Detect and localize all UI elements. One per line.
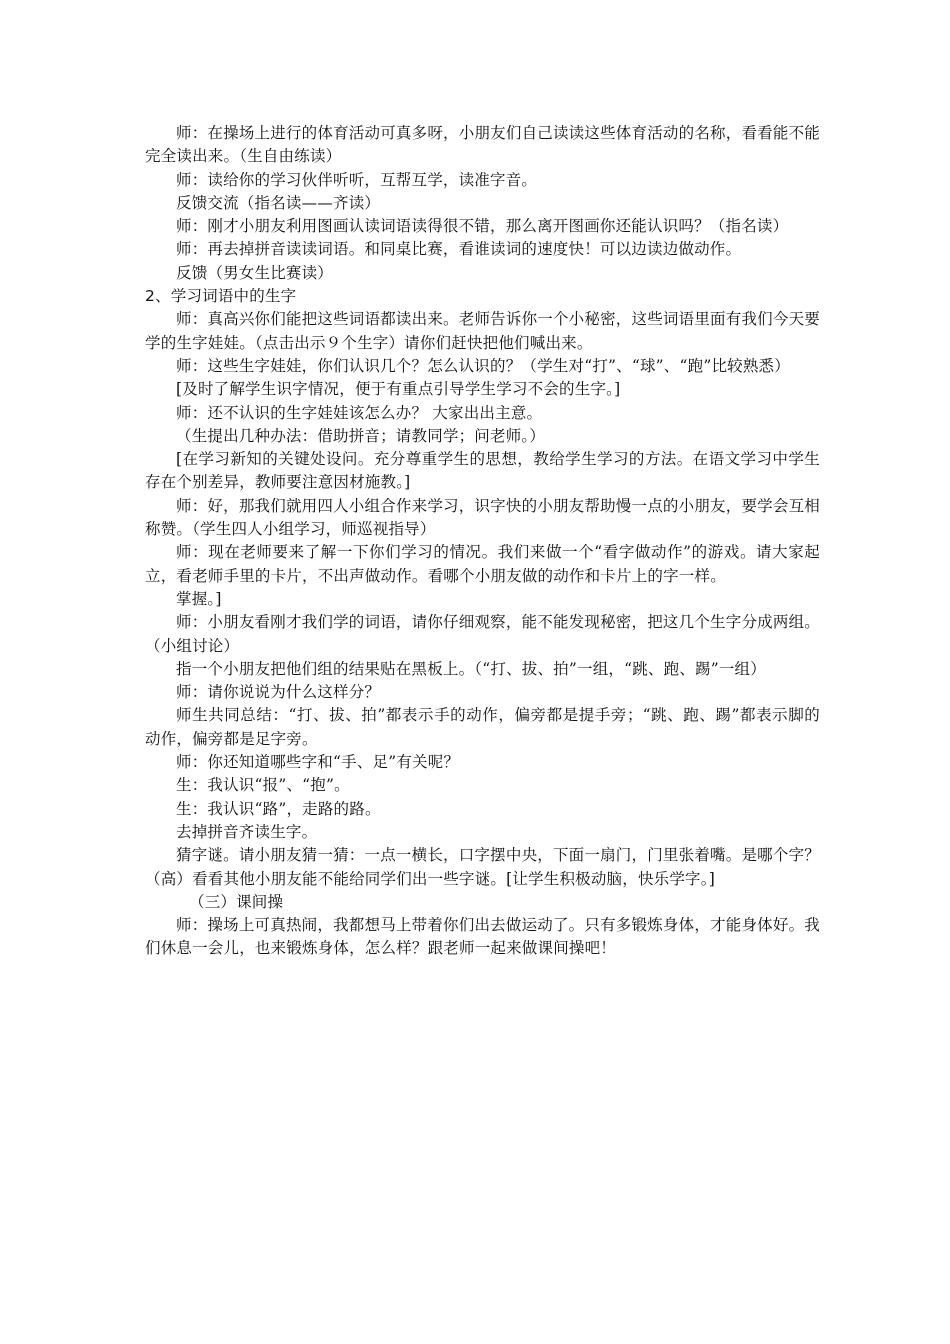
section-heading: （三）课间操: [189, 892, 284, 911]
paragraph: 指一个小朋友把他们组的结果贴在黑板上。（“打、拔、拍”一组，“跳、跑、踢”一组）: [176, 659, 766, 678]
paragraph: 师：好，那我们就用四人小组合作来学习，识字快的小朋友帮助慢一点的小朋友，要学会互相称赞。（学生四人小组学习，师巡视指导）: [145, 496, 820, 539]
annotation-note: [在学习新知的关键处设问。充分尊重学生的思想，教给学生学习的方法。在语文学习中学生存在个别差异，教师要注意因材施教。]: [145, 450, 820, 492]
paragraph: 师生共同总结：“打、拔、拍”都表示手的动作，偏旁都是提手旁；“跳、跑、踢”都表示脚的动作，偏旁都是足字旁。: [145, 706, 820, 748]
paragraph: 师：真高兴你们能把这些词语都读出来。老师告诉你一个小秘密，这些词语里面有我们今天要学的生字娃娃。（点击出示９个生字）请你们赶快把他们喊出来。: [145, 310, 820, 352]
document-body: [145, 122, 820, 961]
paragraph: 师：你还知道哪些字和“手、足”有关呢？: [176, 753, 460, 772]
paragraph: 师：还不认识的生字娃娃该怎么办？ 大家出出主意。: [176, 403, 543, 422]
paragraph: 师：操场上可真热闹，我都想马上带着你们出去做运动了。只有多锻炼身体，才能身体好。我们休息一会儿，也来锻炼身体，怎么样？跟老师一起来做课间操吧！: [145, 916, 820, 958]
paragraph: 猜字谜。请小朋友猜一猜：一点一横长，口字摆中央，下面一扇门，门里张着嘴。是哪个字？（高）看看其他小朋友能不能给同学们出一些字谜。[让学生积极动脑，快乐学字。]: [145, 846, 820, 888]
paragraph: 师：刚才小朋友利用图画认读词语读得很不错，那么离开图画你还能认识吗？（指名读）: [176, 217, 789, 236]
section-heading: 2、学习词语中的生字: [145, 287, 297, 306]
paragraph: 生：我认识“路”，走路的路。: [176, 799, 381, 818]
paragraph: 师：请你说说为什么这样分？: [176, 683, 381, 702]
paragraph: 掌握。]: [176, 589, 222, 608]
paragraph: 去掉拼音齐读生字。: [176, 822, 318, 841]
paragraph: 师：现在老师要来了解一下你们学习的情况。我们来做一个“看字做动作”的游戏。请大家起立，看老师手里的卡片，不出声做动作。看哪个小朋友做的动作和卡片上的字一样。: [145, 543, 820, 585]
paragraph: 反馈（男女生比赛读）: [176, 263, 334, 282]
annotation-note: [及时了解学生识字情况，便于有重点引导学生学习不会的生字。]: [176, 380, 621, 399]
paragraph: 反馈交流（指名读——齐读）: [176, 193, 381, 212]
paragraph: （生提出几种办法：借助拼音；请教同学；问老师。）: [176, 426, 546, 445]
paragraph: 师：再去掉拼音读读词语。和同桌比赛，看谁读词的速度快！可以边读边做动作。: [176, 240, 742, 259]
paragraph: 师：在操场上进行的体育活动可真多呀，小朋友们自己读读这些体育活动的名称，看看能不能完全读出来。（生自由练读）: [145, 124, 820, 166]
paragraph: 师：这些生字娃娃，你们认识几个？怎么认识的？（学生对“打”、“球”、“跑”比较熟悉）: [176, 356, 790, 375]
paragraph: 生：我认识“报”、“抱”。: [176, 776, 350, 795]
paragraph: 师：小朋友看刚才我们学的词语，请你仔细观察，能不能发现秘密，把这几个生字分成两组。（小组讨论）: [145, 613, 820, 655]
paragraph: 师：读给你的学习伙伴听听，互帮互学，读准字音。: [176, 170, 538, 189]
